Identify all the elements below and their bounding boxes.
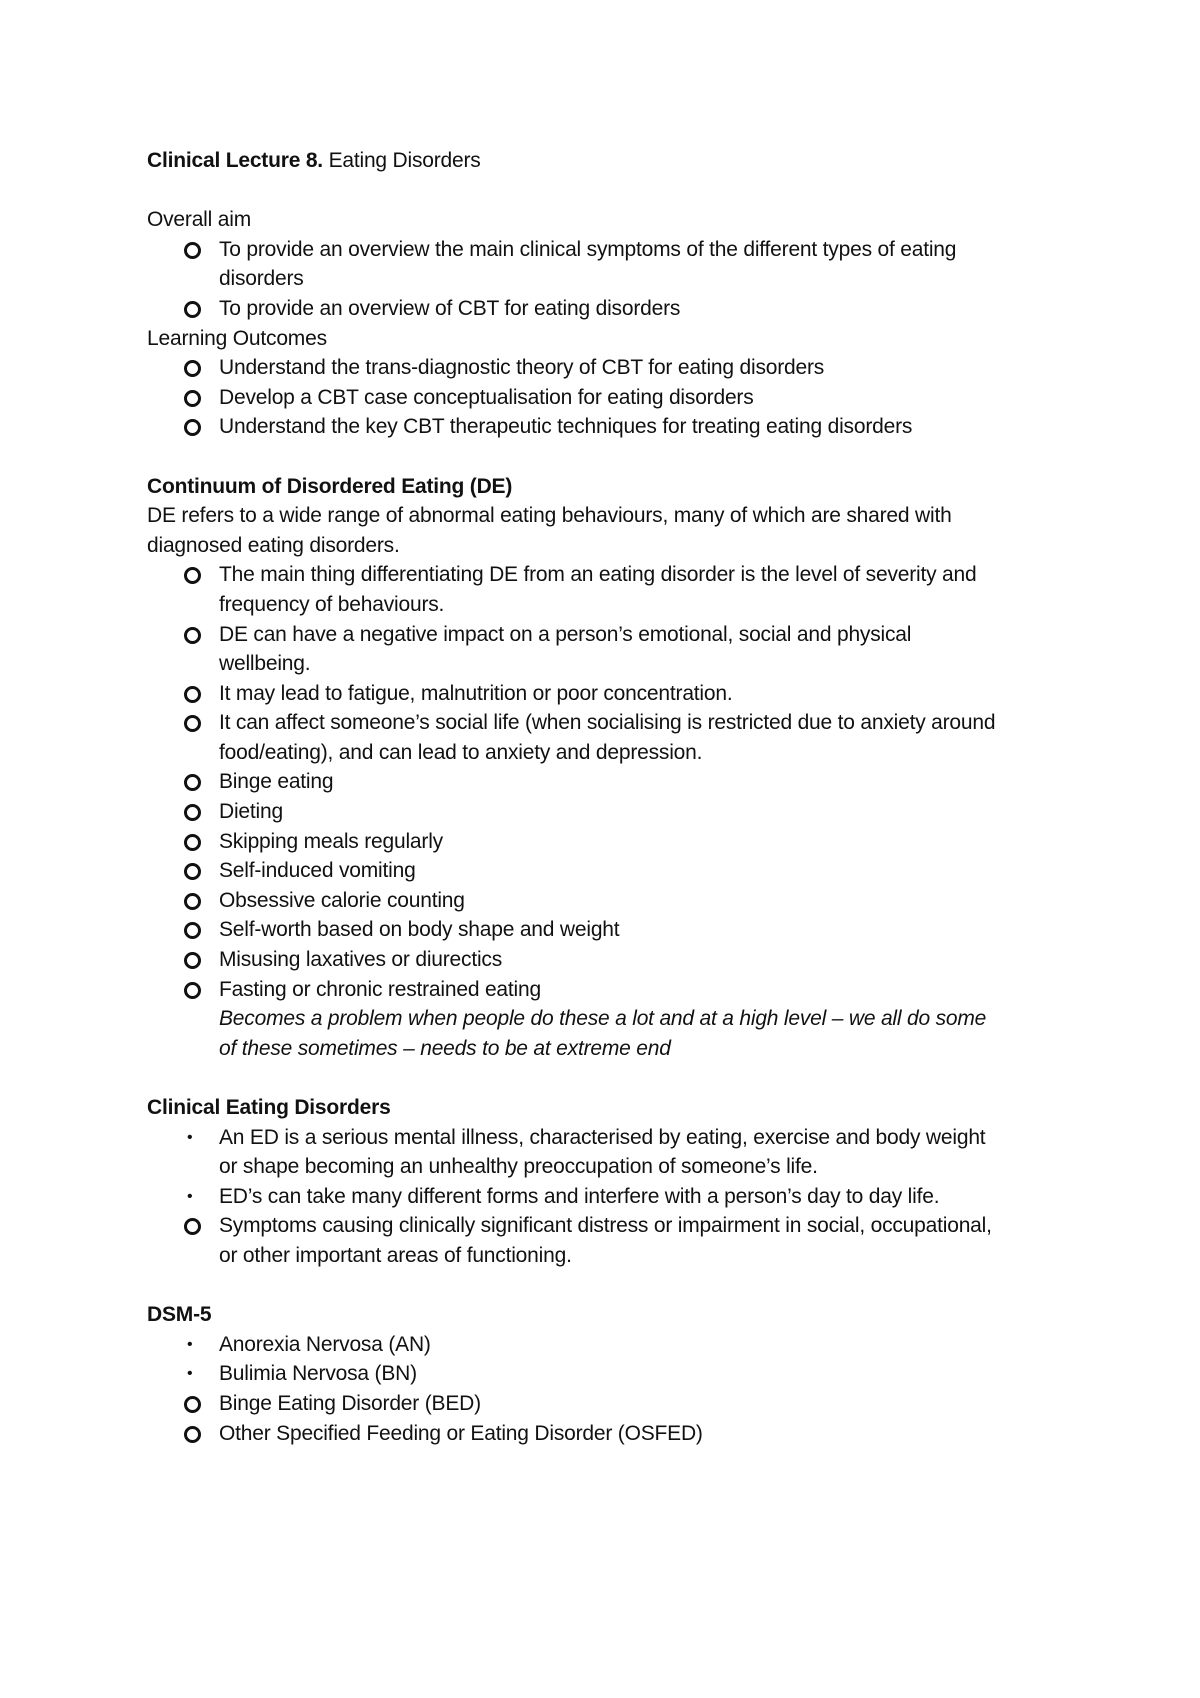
list-item-text: Other Specified Feeding or Eating Disorder (OSFED) [219, 1421, 703, 1445]
dot-bullet-icon: • [187, 1128, 193, 1146]
list-item-text: It can affect someone’s social life (when socialising is restricted due to anxiety around food/eating), and can lead to anxiety and depression. [219, 711, 996, 764]
list-item [147, 620, 1067, 679]
list-item [147, 1389, 1067, 1419]
clinical-list [147, 1123, 1067, 1271]
circle-bullet-icon [184, 863, 201, 880]
circle-bullet-icon [184, 774, 201, 791]
overall-aim-heading: Overall aim [147, 208, 251, 232]
circle-bullet-icon [184, 627, 201, 644]
circle-bullet-icon [184, 390, 201, 407]
list-item-text: Dieting [219, 800, 283, 824]
list-item-text: ED’s can take many different forms and interfere with a person’s day to day life. [219, 1184, 940, 1208]
list-item [147, 767, 1067, 797]
list-item-text: Develop a CBT case conceptualisation for eating disorders [219, 385, 754, 409]
list-item [147, 1123, 1067, 1182]
continuum-intro: DE refers to a wide range of abnormal eating behaviours, many of which are shared with diagnosed eating disorders. [147, 504, 952, 557]
learning-outcomes-list [147, 353, 1067, 442]
list-item [147, 679, 1067, 709]
circle-bullet-icon [184, 567, 201, 584]
list-item-text: DE can have a negative impact on a person’s emotional, social and physical wellbeing. [219, 622, 912, 676]
list-item [147, 856, 1067, 886]
circle-bullet-icon [184, 982, 201, 999]
list-item [147, 235, 1067, 294]
list-item [147, 886, 1067, 916]
circle-bullet-icon [184, 834, 201, 851]
list-item-text: Fasting or chronic restrained eating [219, 977, 541, 1001]
spacer [147, 176, 1067, 206]
document-page [147, 146, 1067, 1448]
list-item-text: Understand the trans-diagnostic theory of CBT for eating disorders [219, 356, 825, 380]
circle-bullet-icon [184, 715, 201, 732]
list-item [147, 294, 1067, 324]
continuum-heading: Continuum of Disordered Eating (DE) [147, 474, 513, 498]
spacer [147, 442, 1067, 472]
list-item-text: Binge Eating Disorder (BED) [219, 1391, 481, 1415]
circle-bullet-icon [184, 360, 201, 377]
circle-bullet-icon [184, 1426, 201, 1443]
dot-bullet-icon: • [187, 1187, 193, 1205]
list-item-text: Anorexia Nervosa (AN) [219, 1332, 431, 1356]
list-item-text: To provide an overview of CBT for eating disorders [219, 296, 681, 320]
list-item-text: Self-induced vomiting [219, 859, 416, 883]
dot-bullet-icon: • [187, 1335, 193, 1353]
document-title [147, 146, 1067, 176]
overall-aim-list [147, 235, 1067, 324]
circle-bullet-icon [184, 419, 201, 436]
list-item [147, 1330, 1067, 1360]
list-item [147, 1359, 1067, 1389]
list-item-text: Skipping meals regularly [219, 829, 443, 853]
dsm-list [147, 1330, 1067, 1448]
list-item [147, 383, 1067, 413]
list-item-text: Understand the key CBT therapeutic techniques for treating eating disorders [219, 415, 913, 439]
list-item-text: An ED is a serious mental illness, characterised by eating, exercise and body weight or shape becoming an unhealthy preoccupation of someone’s life. [219, 1125, 986, 1179]
list-item-text: Binge eating [219, 770, 334, 794]
circle-bullet-icon [184, 301, 201, 318]
list-item [147, 560, 1067, 619]
list-item [147, 412, 1067, 442]
list-item [147, 915, 1067, 945]
continuum-list [147, 560, 1067, 1004]
learning-outcomes-heading: Learning Outcomes [147, 326, 327, 350]
circle-bullet-icon [184, 686, 201, 703]
list-item-text: Misusing laxatives or diurectics [219, 948, 503, 972]
list-item [147, 708, 1067, 767]
circle-bullet-icon [184, 804, 201, 821]
list-item-text: Bulimia Nervosa (BN) [219, 1362, 417, 1386]
circle-bullet-icon [184, 242, 201, 259]
spacer [147, 1063, 1067, 1093]
list-item [147, 1182, 1067, 1212]
list-item-text: To provide an overview the main clinical symptoms of the different types of eating disorders [219, 237, 957, 291]
list-item [147, 1419, 1067, 1449]
circle-bullet-icon [184, 1218, 201, 1235]
circle-bullet-icon [184, 1396, 201, 1413]
circle-bullet-icon [184, 893, 201, 910]
title-bold-part: Clinical Lecture 8. [147, 149, 323, 172]
list-item [147, 1211, 1067, 1270]
list-item-text: Symptoms causing clinically significant distress or impairment in social, occupational, or other important areas of functioning. [219, 1214, 992, 1267]
list-item-text: Self-worth based on body shape and weight [219, 918, 620, 942]
list-item [147, 353, 1067, 383]
list-item-text: The main thing differentiating DE from an eating disorder is the level of severity and frequency of behaviours. [219, 563, 977, 616]
dsm-heading: DSM-5 [147, 1303, 212, 1327]
list-item [147, 945, 1067, 975]
continuum-note: Becomes a problem when people do these a lot and at a high level – we all do some of these sometimes – needs to be at extreme end [219, 1007, 987, 1060]
clinical-heading: Clinical Eating Disorders [147, 1096, 391, 1119]
circle-bullet-icon [184, 952, 201, 969]
list-item-text: Obsessive calorie counting [219, 888, 465, 912]
list-item-text: It may lead to fatigue, malnutrition or poor concentration. [219, 681, 733, 705]
list-item [147, 827, 1067, 857]
title-rest-part: Eating Disorders [322, 149, 481, 172]
spacer [147, 1271, 1067, 1301]
list-item [147, 975, 1067, 1005]
circle-bullet-icon [184, 922, 201, 939]
list-item [147, 797, 1067, 827]
dot-bullet-icon: • [187, 1365, 193, 1383]
